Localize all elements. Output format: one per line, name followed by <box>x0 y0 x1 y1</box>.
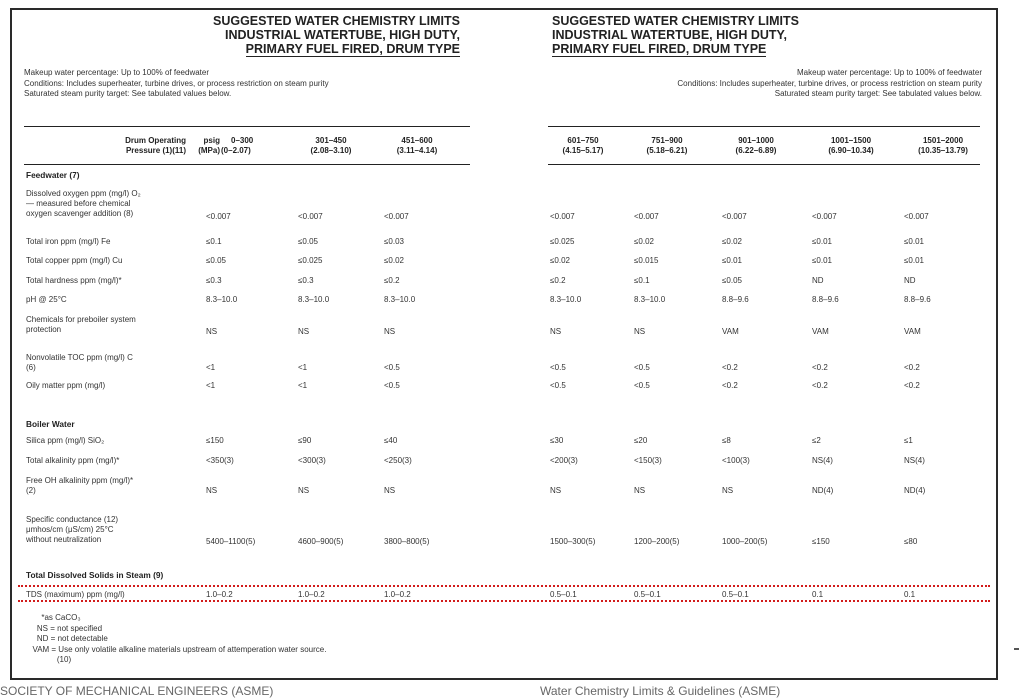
table-cell: ≤0.3 <box>206 276 222 285</box>
table-cell: <0.007 <box>298 212 323 221</box>
title-right-line-1: SUGGESTED WATER CHEMISTRY LIMITS <box>552 14 800 28</box>
table-cell: 1500–300(5) <box>550 537 596 546</box>
row-label-line: Total hardness ppm (mg/l)* <box>26 276 122 285</box>
table-cell: ND(4) <box>904 486 926 495</box>
table-cell: <0.5 <box>550 363 566 372</box>
table-cell: <0.007 <box>812 212 837 221</box>
table-cell: 0.5–0.1 <box>634 590 661 599</box>
table-cell: VAM <box>904 327 921 336</box>
table-cell: 8.3–10.0 <box>550 295 582 304</box>
table-cell: ≤0.01 <box>904 256 924 265</box>
table-cell: <150(3) <box>634 456 662 465</box>
header-col-1-mpa: (0–2.07) <box>221 146 251 155</box>
conditions-left-line: Saturated steam purity target: See tabulated values below. <box>24 89 232 98</box>
table-cell: NS <box>384 327 396 336</box>
table-cell: 8.3–10.0 <box>384 295 416 304</box>
highlight-bottom-dotted-line <box>18 600 990 602</box>
table-cell: ≤0.02 <box>634 237 654 246</box>
header-label <box>36 136 186 156</box>
table-cell: ≤0.1 <box>634 276 650 285</box>
row-label-line: without neutralization <box>26 535 102 545</box>
title-left-line-1: SUGGESTED WATER CHEMISTRY LIMITS <box>212 14 460 28</box>
table-cell: NS <box>722 486 734 495</box>
table-cell: ≤0.02 <box>550 256 570 265</box>
header-col-8-psig: 1501–2000 <box>922 136 964 145</box>
row-label-oily-matter <box>26 381 194 391</box>
table-cell: <0.5 <box>550 381 566 390</box>
header-top-rule-left <box>24 126 470 127</box>
table-cell: NS <box>298 327 310 336</box>
header-col-3 <box>382 136 452 156</box>
table-cell: ≤0.3 <box>298 276 314 285</box>
row-label-line: Total iron ppm (mg/l) Fe <box>26 237 111 246</box>
highlight-top-dotted-line <box>18 585 990 587</box>
row-label-chemicals <box>26 315 194 335</box>
section-steam: Total Dissolved Solids in Steam (9) <box>26 570 164 580</box>
header-col-3-mpa: (3.11–4.14) <box>396 146 438 155</box>
table-cell: 1.0–0.2 <box>384 590 411 599</box>
table-cell: <0.007 <box>634 212 659 221</box>
table-cell: ≤90 <box>298 436 312 445</box>
header-units-line: (MPa) <box>198 146 220 155</box>
row-label-total-iron <box>26 237 194 247</box>
row-label-total-alkalinity <box>26 456 194 466</box>
row-label-line: Oily matter ppm (mg/l) <box>26 381 106 390</box>
section-feedwater: Feedwater (7) <box>26 170 80 180</box>
table-cell: ≤0.01 <box>722 256 742 265</box>
table-cell: <0.5 <box>634 363 650 372</box>
bottom-caption-right: Water Chemistry Limits & Guidelines (ASME) <box>540 684 781 698</box>
table-cell: NS <box>298 486 310 495</box>
conditions-right-line: Conditions: Includes superheater, turbine drives, or process restriction on steam purity <box>677 78 982 88</box>
table-cell: 4600–900(5) <box>298 537 344 546</box>
row-label-line: Nonvolatile TOC ppm (mg/l) C <box>26 353 133 362</box>
table-cell: <200(3) <box>550 456 578 465</box>
table-cell: ≤0.05 <box>298 237 318 246</box>
row-label-tds <box>26 590 194 600</box>
table-cell: <1 <box>206 363 216 372</box>
table-cell: ≤1 <box>904 436 913 445</box>
row-label-ph <box>26 295 194 305</box>
title-right-line-2: INDUSTRIAL WATERTUBE, HIGH DUTY, <box>552 28 787 42</box>
row-label-total-copper <box>26 256 194 266</box>
conditions-left-line: Makeup water percentage: Up to 100% of feedwater <box>24 68 209 77</box>
header-units <box>190 136 220 156</box>
table-cell: <1 <box>298 363 308 372</box>
table-cell: NS <box>206 486 218 495</box>
table-cell: ≤0.1 <box>206 237 222 246</box>
header-col-7 <box>810 136 892 156</box>
table-cell: <1 <box>206 381 216 390</box>
conditions-right-line: Makeup water percentage: Up to 100% of feedwater <box>797 68 982 77</box>
table-cell: ≤0.01 <box>812 237 832 246</box>
table-cell: ≤0.2 <box>384 276 400 285</box>
table-cell: ND <box>904 276 916 285</box>
footnote-line: (10) <box>28 655 72 664</box>
header-col-7-psig: 1001–1500 <box>830 136 872 145</box>
row-label-line: oxygen scavenger addition (8) <box>26 209 134 219</box>
table-cell: ≤40 <box>384 436 398 445</box>
title-right-line-3: PRIMARY FUEL FIRED, DRUM TYPE <box>552 42 767 56</box>
conditions-right-line: Saturated steam purity target: See tabulated values below. <box>774 89 982 98</box>
table-cell: 5400–1100(5) <box>206 537 256 546</box>
table-cell: ≤8 <box>722 436 731 445</box>
table-cell: ≤0.025 <box>550 237 575 246</box>
footnote-line: *as CaCO₃ <box>28 613 81 622</box>
table-cell: <0.5 <box>384 381 400 390</box>
table-cell: <0.007 <box>722 212 747 221</box>
row-label-line: Free OH alkalinity ppm (mg/l)* <box>26 476 134 485</box>
section-boiler-water: Boiler Water <box>26 419 75 429</box>
row-label-line: — measured before chemical <box>26 199 131 209</box>
table-cell: NS <box>634 486 646 495</box>
edge-mark <box>1014 648 1019 650</box>
table-cell: 1000–200(5) <box>722 537 768 546</box>
table-cell: 1200–200(5) <box>634 537 680 546</box>
table-cell: ≤0.03 <box>384 237 404 246</box>
header-col-5-psig: 751–900 <box>651 136 683 145</box>
row-label-line: (6) <box>26 363 36 373</box>
header-label-line: Drum Operating <box>125 136 186 145</box>
table-cell: 0.5–0.1 <box>550 590 577 599</box>
bottom-caption-left: SOCIETY OF MECHANICAL ENGINEERS (ASME) <box>0 684 274 698</box>
header-top-rule-right <box>548 126 980 127</box>
table-cell: ≤2 <box>812 436 821 445</box>
table-cell: <0.2 <box>722 381 738 390</box>
header-col-5-mpa: (5.18–6.21) <box>646 146 688 155</box>
footnote-line: NS = not specified <box>28 623 103 633</box>
table-cell: 8.8–9.6 <box>722 295 749 304</box>
row-label-line: Silica ppm (mg/l) SiO₂ <box>26 436 105 445</box>
footnote-line: ND = not detectable <box>28 634 108 643</box>
title-left <box>20 14 460 57</box>
table-cell: ≤150 <box>812 537 830 546</box>
row-label-total-hardness <box>26 276 194 286</box>
table-cell: NS <box>550 327 562 336</box>
table-cell: ≤0.01 <box>812 256 832 265</box>
header-col-2-mpa: (2.08–3.10) <box>310 146 352 155</box>
table-cell: 8.8–9.6 <box>904 295 931 304</box>
header-col-4-psig: 601–750 <box>567 136 599 145</box>
table-cell: <0.2 <box>812 381 828 390</box>
table-cell: ≤150 <box>206 436 224 445</box>
table-cell: NS <box>550 486 562 495</box>
table-cell: 0.5–0.1 <box>722 590 749 599</box>
table-cell: <0.5 <box>384 363 400 372</box>
conditions-right <box>550 68 982 100</box>
header-col-6-mpa: (6.22–6.89) <box>735 146 777 155</box>
row-label-line: protection <box>26 325 62 335</box>
header-col-8 <box>900 136 986 156</box>
table-cell: <350(3) <box>206 456 234 465</box>
footnotes <box>28 613 478 666</box>
table-cell: <250(3) <box>384 456 412 465</box>
row-label-line: pH @ 25°C <box>26 295 67 304</box>
table-cell: <0.007 <box>206 212 231 221</box>
header-col-3-psig: 451–600 <box>401 136 433 145</box>
row-label-line: Chemicals for preboiler system <box>26 315 136 324</box>
header-col-5 <box>632 136 702 156</box>
row-label-specific-conductance <box>26 515 194 546</box>
table-cell: <100(3) <box>722 456 750 465</box>
table-cell: <0.2 <box>904 363 920 372</box>
table-cell: <0.2 <box>812 363 828 372</box>
header-col-6 <box>718 136 794 156</box>
conditions-left-line: Conditions: Includes superheater, turbine drives, or process restriction on steam purity <box>24 78 329 88</box>
table-cell: <0.007 <box>550 212 575 221</box>
header-col-6-psig: 901–1000 <box>738 136 774 145</box>
title-left-line-3: PRIMARY FUEL FIRED, DRUM TYPE <box>245 42 460 56</box>
table-cell: 8.3–10.0 <box>206 295 238 304</box>
header-bottom-rule-left <box>24 164 470 165</box>
header-col-4 <box>548 136 618 156</box>
table-cell: NS <box>206 327 218 336</box>
table-cell: VAM <box>812 327 829 336</box>
table-cell: 3800–800(5) <box>384 537 430 546</box>
header-col-2-psig: 301–450 <box>315 136 347 145</box>
header-label-line: Pressure (1)(11) <box>125 146 186 155</box>
table-cell: ≤20 <box>634 436 648 445</box>
row-label-dissolved-oxygen <box>26 189 194 220</box>
row-label-line: Specific conductance (12) <box>26 515 119 524</box>
table-cell: <1 <box>298 381 308 390</box>
row-label-line: Total copper ppm (mg/l) Cu <box>26 256 123 265</box>
title-right <box>552 14 992 57</box>
table-cell: <0.2 <box>904 381 920 390</box>
table-cell: <0.2 <box>722 363 738 372</box>
header-col-8-mpa: (10.35–13.79) <box>918 146 968 155</box>
conditions-left <box>24 68 464 100</box>
header-bottom-rule-right <box>548 164 980 165</box>
table-cell: ≤0.05 <box>722 276 742 285</box>
table-cell: ND(4) <box>812 486 834 495</box>
row-label-toc <box>26 353 194 373</box>
table-cell: ND <box>812 276 824 285</box>
row-label-line: (2) <box>26 486 36 496</box>
header-col-1 <box>221 136 279 156</box>
header-col-4-mpa: (4.15–5.17) <box>562 146 604 155</box>
table-cell: <0.007 <box>384 212 409 221</box>
table-cell: 8.8–9.6 <box>812 295 839 304</box>
row-label-free-oh <box>26 476 194 496</box>
table-cell: <0.5 <box>634 381 650 390</box>
table-cell: <0.007 <box>904 212 929 221</box>
row-label-line: TDS (maximum) ppm (mg/l) <box>26 590 125 599</box>
table-cell: 0.1 <box>812 590 824 599</box>
table-cell: ≤30 <box>550 436 564 445</box>
table-cell: NS(4) <box>812 456 833 465</box>
table-cell: NS <box>384 486 396 495</box>
row-label-silica <box>26 436 194 446</box>
footnote-line: VAM = Use only volatile alkaline materials upstream of attemperation water source. <box>28 644 327 654</box>
header-col-1-psig: 0–300 <box>231 136 254 145</box>
table-cell: ≤0.025 <box>298 256 323 265</box>
table-cell: 1.0–0.2 <box>206 590 233 599</box>
table-cell: ≤0.02 <box>384 256 404 265</box>
header-col-7-mpa: (6.90–10.34) <box>828 146 874 155</box>
row-label-line: μmhos/cm (μS/cm) 25°C <box>26 525 114 535</box>
table-cell: NS(4) <box>904 456 925 465</box>
table-cell: ≤0.01 <box>904 237 924 246</box>
row-label-line: Dissolved oxygen ppm (mg/l) O₂ <box>26 189 141 198</box>
header-units-line: psig <box>203 136 220 145</box>
row-label-line: Total alkalinity ppm (mg/l)* <box>26 456 120 465</box>
table-cell: VAM <box>722 327 739 336</box>
table-cell: ≤0.02 <box>722 237 742 246</box>
title-left-line-2: INDUSTRIAL WATERTUBE, HIGH DUTY, <box>225 28 460 42</box>
table-cell: ≤80 <box>904 537 918 546</box>
table-cell: 1.0–0.2 <box>298 590 325 599</box>
table-cell: ≤0.05 <box>206 256 226 265</box>
table-cell: ≤0.015 <box>634 256 659 265</box>
table-cell: <300(3) <box>298 456 326 465</box>
table-cell: 0.1 <box>904 590 916 599</box>
table-cell: 8.3–10.0 <box>634 295 666 304</box>
table-cell: NS <box>634 327 646 336</box>
table-cell: ≤0.2 <box>550 276 566 285</box>
table-cell: 8.3–10.0 <box>298 295 330 304</box>
header-col-2 <box>296 136 366 156</box>
